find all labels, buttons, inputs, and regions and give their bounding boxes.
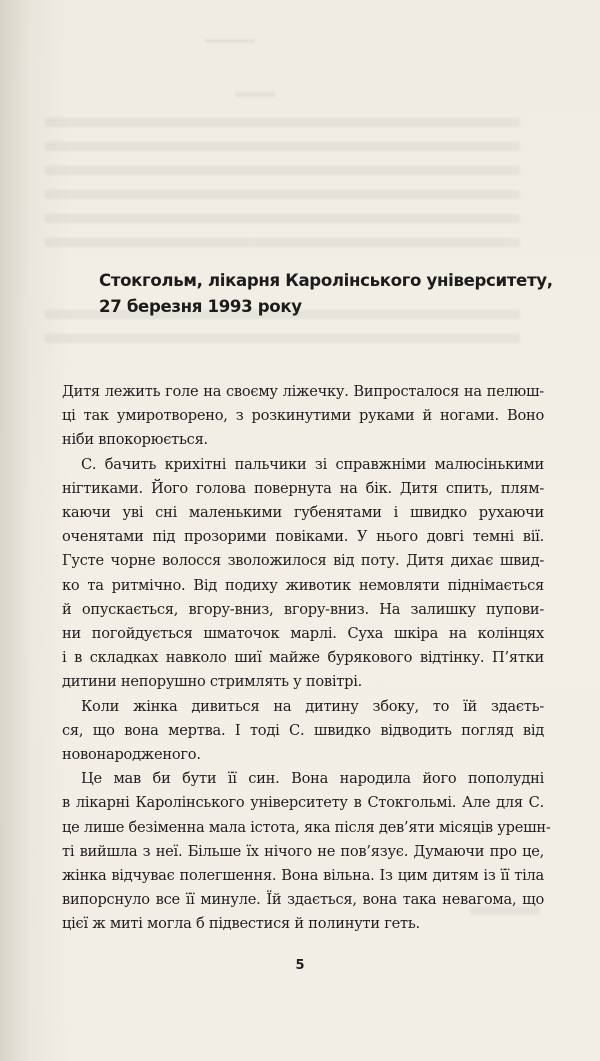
text-line: й опускається, вгору-вниз, вгору-вниз. На залишку пупови- bbox=[62, 600, 544, 618]
bleed-through-line bbox=[45, 166, 520, 175]
text-line: новонародженого. bbox=[62, 746, 201, 764]
text-line: жінка відчуває полегшення. Вона вільна. Із цим дитям із її тіла bbox=[62, 867, 544, 885]
bleed-through-line bbox=[45, 142, 520, 151]
text-line: ті вийшла з неї. Більше їх нічого не пов’язує. Думаючи про це, bbox=[62, 842, 544, 860]
text-line: ніби впокорюється. bbox=[62, 431, 208, 449]
bleed-through-mark bbox=[205, 40, 255, 42]
text-line: це лише безіменна мала істота, яка після дев’яти місяців урешн- bbox=[62, 818, 551, 836]
text-line: ці так умиротворено, з розкинутими руками й ногами. Воно bbox=[62, 407, 544, 425]
body-text bbox=[62, 380, 551, 937]
bleed-through-line bbox=[45, 238, 520, 247]
text-line: оченятами під прозорими повіками. У нього довгі темні вії. bbox=[62, 528, 544, 546]
bleed-through-line bbox=[45, 214, 520, 223]
text-line: в лікарні Каролінського університету в Стокгольмі. Але для С. bbox=[62, 794, 544, 812]
text-line: ни погойдується шматочок марлі. Суха шкіра на колінцях bbox=[62, 625, 544, 643]
text-line: випорснуло все її минуле. Їй здається, вона така невагома, що bbox=[62, 891, 544, 909]
text-line: С. бачить крихітні пальчики зі справжніми малюсінькими bbox=[81, 455, 544, 473]
bleed-through-line bbox=[45, 190, 520, 199]
page-content bbox=[62, 268, 553, 937]
text-line: цієї ж миті могла б підвестися й полинути геть. bbox=[62, 915, 420, 933]
text-line: нігтиками. Його голова повернута на бік. Дитя спить, плям- bbox=[62, 479, 544, 497]
text-line: дитини непорушно стримлять у повітрі. bbox=[62, 673, 363, 691]
paragraph-1 bbox=[62, 380, 544, 453]
text-line: і в складках навколо шиї майже бурякового відтінку. П’ятки bbox=[62, 649, 544, 667]
text-line: Дитя лежить голе на своєму ліжечку. Випросталося на пелюш- bbox=[62, 383, 544, 400]
text-line: ся, що вона мертва. І тоді С. швидко відводить погляд від bbox=[62, 721, 544, 739]
text-line: Коли жінка дивиться на дитину збоку, то їй здаєть- bbox=[81, 697, 544, 715]
paragraph-3 bbox=[62, 695, 544, 768]
heading-line: Стокгольм, лікарня Каролінського університету, bbox=[99, 271, 553, 290]
bleed-through-line bbox=[45, 118, 520, 127]
text-line: Це мав би бути її син. Вона народила його пополудні bbox=[81, 770, 544, 788]
chapter-heading bbox=[99, 268, 553, 320]
page-number: 5 bbox=[295, 958, 305, 973]
text-line: Густе чорне волосся зволожилося від поту. Дитя дихає швид- bbox=[62, 552, 544, 570]
paragraph-4 bbox=[62, 767, 551, 936]
heading-line: 27 березня 1993 року bbox=[99, 297, 302, 316]
bleed-through-header bbox=[235, 92, 275, 97]
text-line: ко та ритмічно. Від подиху животик немовляти піднімається bbox=[62, 576, 544, 594]
text-line: каючи уві сні маленькими губенятами і швидко рухаючи bbox=[62, 504, 544, 522]
paragraph-2 bbox=[62, 453, 544, 695]
